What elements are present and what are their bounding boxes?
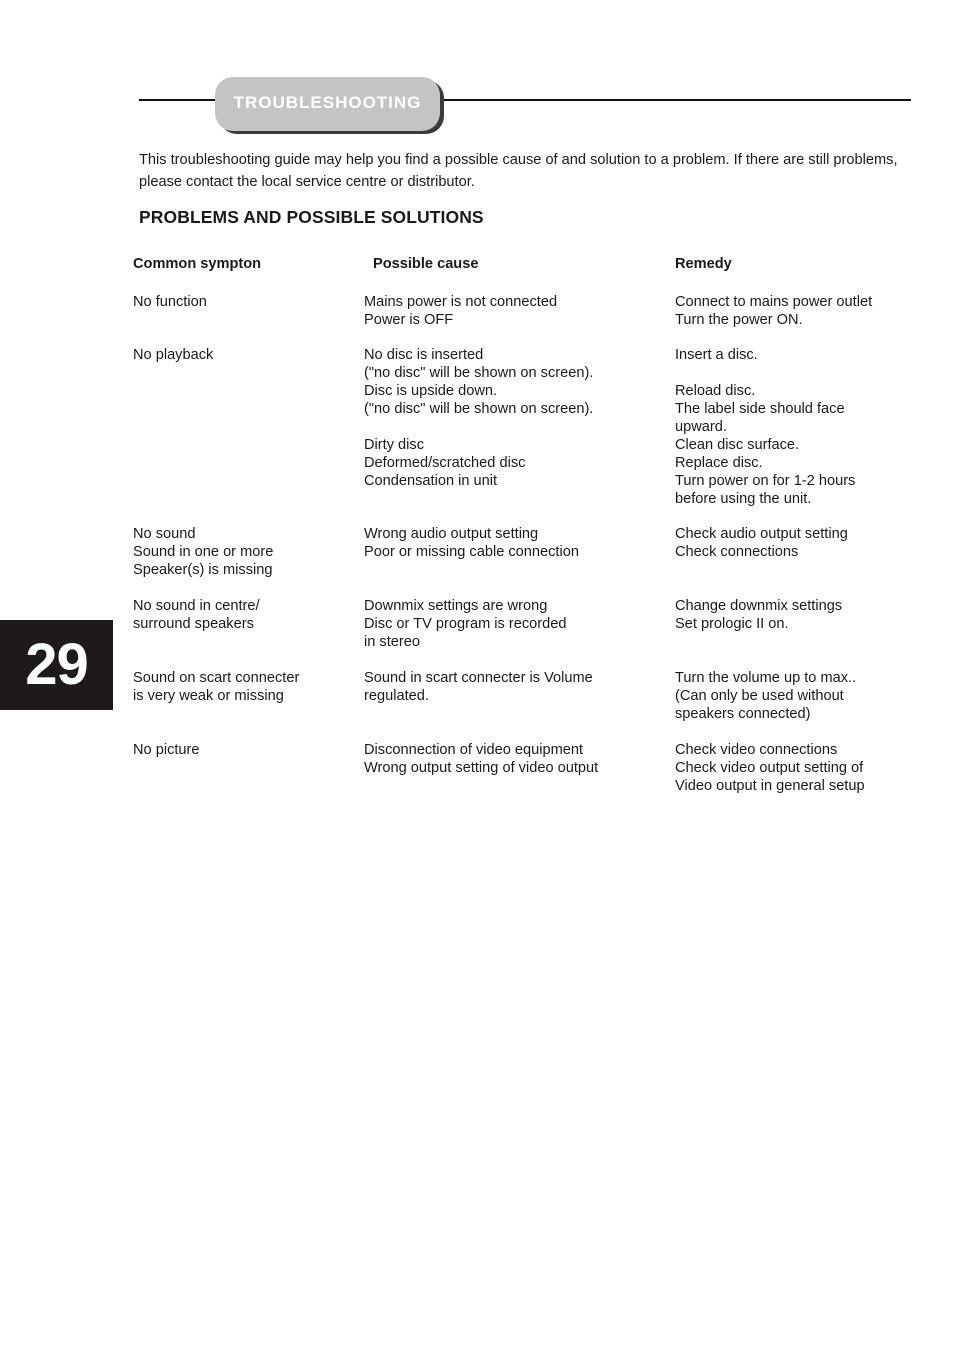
remedy-cell: Change downmix settings Set prologic II on. [675, 598, 843, 632]
symptom-cell: No sound Sound in one or more Speaker(s) is missing [133, 526, 274, 578]
symptom-cell: No sound in centre/ surround speakers [133, 598, 260, 632]
symptom-cell: No playback [133, 347, 214, 363]
column-header-symptom: Common sympton [133, 256, 262, 272]
cause-cell: Mains power is not connected Power is OFF [364, 294, 558, 328]
remedy-cell: Turn the volume up to max.. (Can only be used without speakers connected) [675, 670, 857, 722]
remedy-cell: Insert a disc. Reload disc. The label side should face upward. Clean disc surface. Replace disc. Turn power on for 1-2 hours before using the unit. [675, 347, 856, 507]
column-header-cause: Possible cause [373, 256, 479, 272]
remedy-cell: Check video connections Check video output setting of Video output in general setup [675, 742, 865, 794]
section-header-title: TROUBLESHOOTING [233, 93, 422, 112]
cause-cell: Downmix settings are wrong Disc or TV program is recorded in stereo [364, 598, 567, 650]
cause-cell: Wrong audio output setting Poor or missing cable connection [364, 526, 579, 560]
symptom-cell: Sound on scart connecter is very weak or missing [133, 670, 300, 704]
intro-paragraph: This troubleshooting guide may help you find a possible cause of and solution to a problem. If there are still problems, please contact the local service centre or distributor. [139, 152, 898, 190]
cause-cell: Sound in scart connecter is Volume regulated. [364, 670, 593, 704]
column-header-remedy: Remedy [675, 256, 732, 272]
remedy-cell: Check audio output setting Check connections [675, 526, 848, 560]
page-number: 29 [25, 632, 88, 697]
section-title: PROBLEMS AND POSSIBLE SOLUTIONS [139, 207, 484, 227]
section-header-tab [215, 77, 440, 131]
remedy-cell: Connect to mains power outlet Turn the power ON. [675, 294, 873, 328]
symptom-cell: No function [133, 294, 207, 310]
cause-cell: No disc is inserted ("no disc" will be shown on screen). Disc is upside down. ("no disc" will be shown on screen). Dirty disc Deformed/scratched disc Condensation in unit [364, 347, 594, 489]
page-number-tab [0, 620, 113, 710]
cause-cell: Disconnection of video equipment Wrong output setting of video output [364, 742, 599, 776]
symptom-cell: No picture [133, 742, 200, 758]
